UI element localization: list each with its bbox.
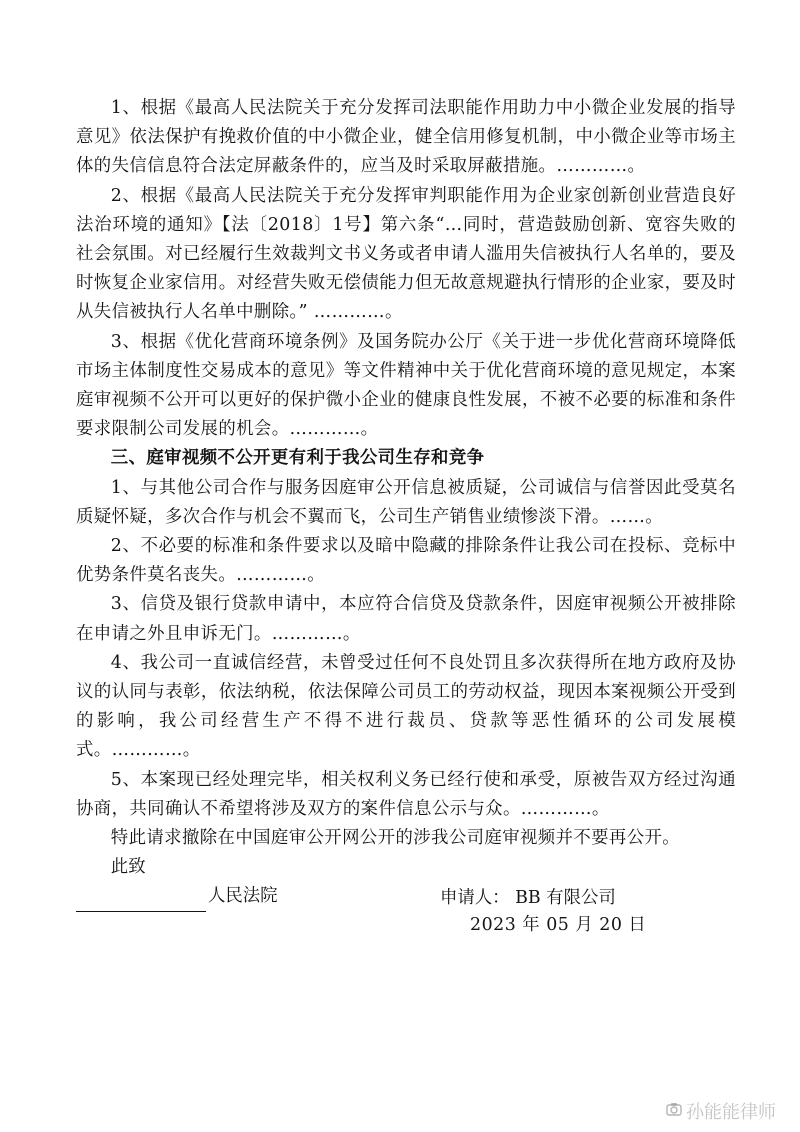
request-paragraph: 特此请求撤除在中国庭审公开网公开的涉我公司庭审视频并不要再公开。 [110,828,681,849]
paragraph-4: 1、与其他公司合作与服务因庭审公开信息被质疑，公司诚信与信誉因此受莫名质疑怀疑，多次合作与机会不翼而飞，公司生产销售业绩惨淡下滑。……。 [76,477,736,527]
blank-underline [76,891,206,912]
watermark [666,1098,776,1124]
paragraph-8: 5、本案现已经处理完毕，相关权利义务已经行使和承受，原被告双方经过沟通协商，共同确认不希望将涉及双方的案件信息公示与众。…………。 [76,769,736,819]
paragraph-7: 4、我公司一直诚信经营，未曾受过任何不良处罚且多次获得所在地方政府及协议的认同与表彰，依法纳税，依法保障公司员工的劳动权益，现因本案视频公开受到的影响，我公司经营生产不得不进行裁员、贷款等恶性循环的公司发展模式。…………。 [76,652,736,761]
applicant-signature: 申请人： BB 有限公司 [440,888,616,908]
paragraph-2: 2、根据《最高人民法院关于充分发挥审判职能作用为企业家创新创业营造良好法治环境的通知》【法〔2018〕1号】第六条“…同时，营造鼓励创新、宽容失败的社会氛围。对已经履行生效裁判文书义务或者申请人滥用失信被执行人名单的，要及时恢复企业家信用。对经营失败无偿债能力但无故意规避执行情形的企业家，要及时从失信被执行人名单中删除。” …………。 [76,185,736,323]
paragraph-5: 2、不必要的标准和条件要求以及暗中隐藏的排除条件让我公司在投标、竞标中优势条件莫名丧失。…………。 [76,536,736,586]
paragraph-1: 1、根据《最高人民法院关于充分发挥司法职能作用助力中小微企业发展的指导意见》依法保护有挽救价值的中小微企业，健全信用修复机制，中小微企业等市场主体的失信信息符合法定屏蔽条件的，应当及时采取屏蔽措施。…………。 [76,98,736,177]
paragraph-3: 3、根据《优化营商环境条例》及国务院办公厅《关于进一步优化营商环境降低市场主体制度性交易成本的意见》等文件精神中关于优化营商环境的意见规定，本案庭审视频不公开可以更好的保护微小企业的健康良性发展，不被不必要的标准和条件要求限制公司发展的机会。…………。 [76,331,736,440]
section-heading-3: 三、庭审视频不公开更有利于我公司生存和竞争 [110,448,485,469]
camera-icon [666,1102,682,1120]
addressee-court: 人民法院 [208,886,278,907]
document-body [76,94,736,912]
paragraph-6: 3、信贷及银行贷款申请中，本应符合信贷及贷款条件，因庭审视频公开被排除在申请之外且申诉无门。…………。 [76,594,736,644]
signature-date: 2023 年 05 月 20 日 [470,915,647,935]
salutation: 此致 [110,857,146,878]
addressee [76,882,736,911]
watermark-text: 孙能能律师 [686,1102,776,1123]
